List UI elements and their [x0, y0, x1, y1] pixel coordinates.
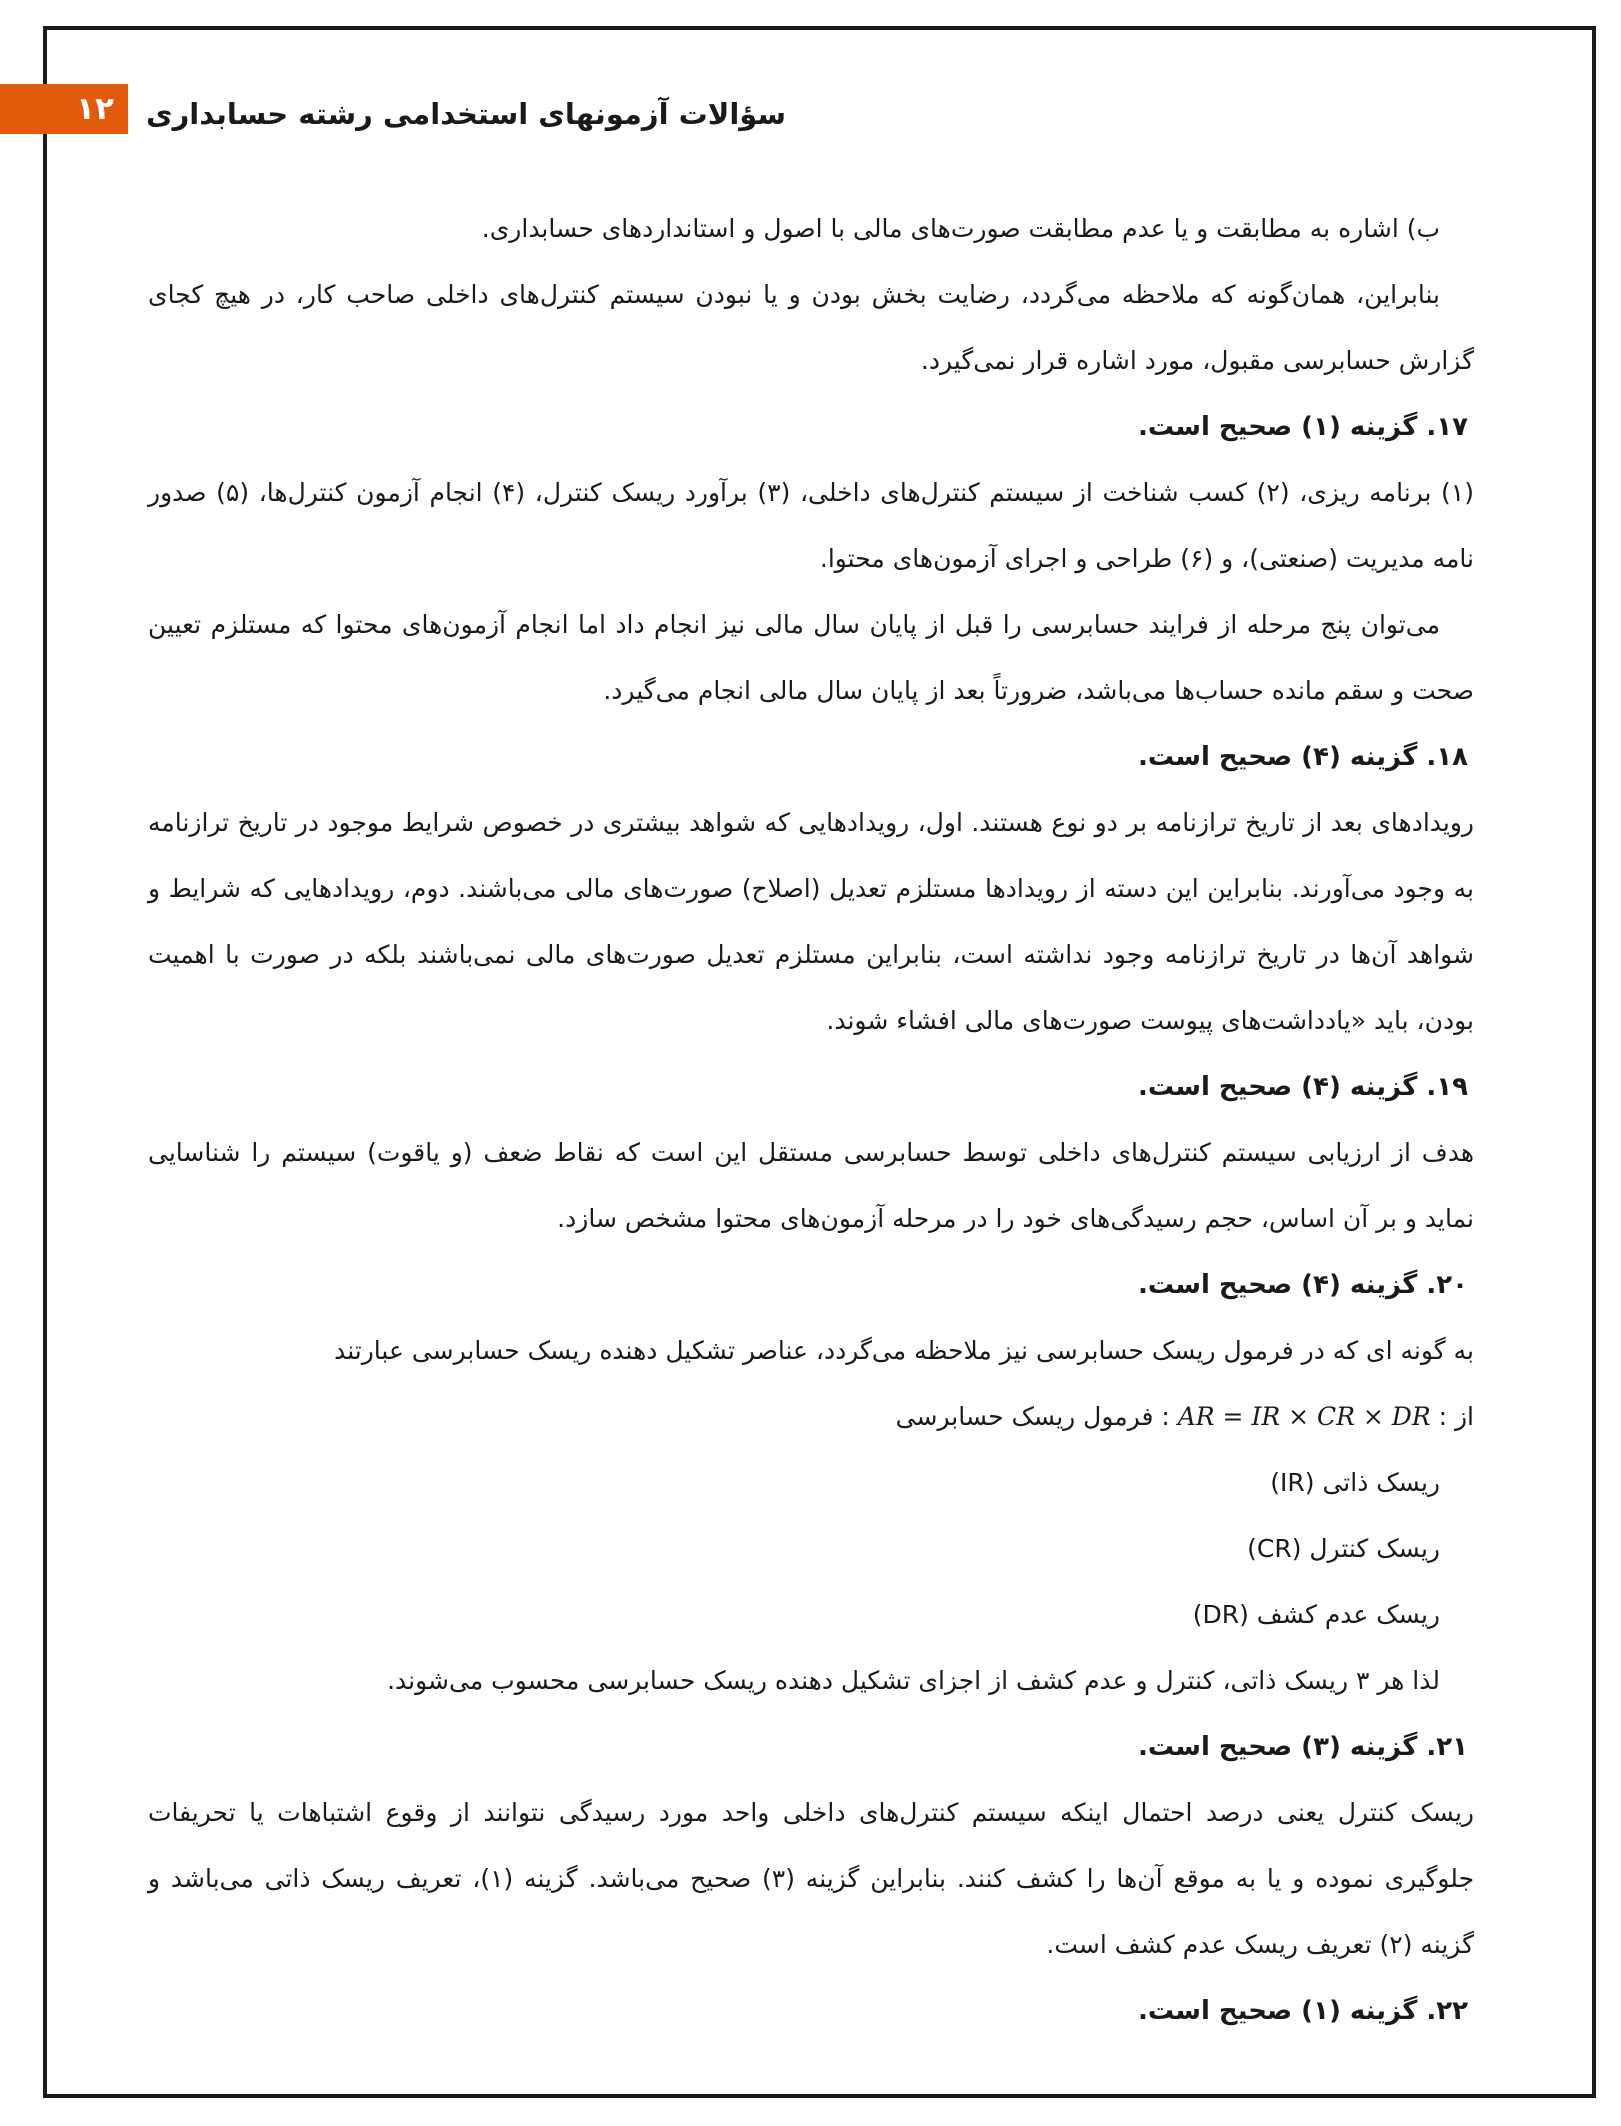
formula-suffix: : فرمول ریسک حسابرسی [895, 1402, 1170, 1431]
formula-prefix: از : [1438, 1402, 1474, 1431]
page-number: ۱۲ [76, 91, 114, 127]
page-body [148, 196, 1474, 2044]
paragraph: (۱) برنامه ریزی، (۲) کسب شناخت از سیستم کنترل‌های داخلی، (۳) برآورد ریسک کنترل، (۴) انجام آزمون کنترل‌ها، (۵) صدور نامه مدیریت (صنعتی)، و (۶) طراحی و اجرای آزمون‌های محتوا. [148, 478, 1474, 573]
answer-heading-18: ۱۸. گزینه (۴) صحیح است. [1137, 742, 1468, 772]
answer-heading-21: ۲۱. گزینه (۳) صحیح است. [1137, 1732, 1468, 1762]
risk-item-control: ریسک کنترل (CR) [1247, 1534, 1440, 1563]
answer-heading-19: ۱۹. گزینه (۴) صحیح است. [1137, 1072, 1468, 1102]
running-header-title: سؤالات آزمونهای استخدامی رشته حسابداری [145, 97, 786, 131]
paragraph: لذا هر ۳ ریسک ذاتی، کنترل و عدم کشف از اجزای تشکیل دهنده ریسک حسابرسی محسوب می‌شوند. [387, 1666, 1440, 1695]
paragraph: رویدادهای بعد از تاریخ ترازنامه بر دو نوع هستند. اول، رویدادهایی که شواهد بیشتری در خصوص شرایط موجود در تاریخ ترازنامه به وجود می‌آورند. بنابراین این دسته از رویدادها مستلزم تعدیل (اصلاح) صورت‌های مالی می‌باشند. دوم، رویدادهایی که شرایط و شواهد آن‌ها در تاریخ ترازنامه وجود نداشته است، بنابراین مستلزم تعدیل صورت‌های مالی نمی‌باشند بلکه در صورت با اهمیت بودن، باید «یادداشت‌های پیوست صورت‌های مالی افشاء شوند. [148, 808, 1474, 1035]
page-number-badge [0, 84, 128, 134]
answer-heading-17: ۱۷. گزینه (۱) صحیح است. [1137, 412, 1468, 442]
answer-heading-22: ۲۲. گزینه (۱) صحیح است. [1137, 1996, 1468, 2026]
risk-item-inherent: ریسک ذاتی (IR) [1270, 1468, 1440, 1497]
risk-item-detection: ریسک عدم کشف (DR) [1192, 1600, 1440, 1629]
paragraph: هدف از ارزیابی سیستم کنترل‌های داخلی توسط حسابرسی مستقل این است که نقاط ضعف (و یاقوت) سیستم را شناسایی نماید و بر آن اساس، حجم رسیدگی‌های خود را در مرحله آزمون‌های محتوا مشخص سازد. [148, 1138, 1474, 1233]
paragraph: می‌توان پنج مرحله از فرایند حسابرسی را قبل از پایان سال مالی نیز انجام داد اما انجام آزمون‌های محتوا که مستلزم تعیین صحت و سقم مانده حساب‌ها می‌باشد، ضرورتاً بعد از پایان سال مالی انجام می‌گیرد. [148, 610, 1474, 705]
formula-line [148, 1384, 1474, 1450]
paragraph: ب) اشاره به مطابقت و یا عدم مطابقت صورت‌های مالی با اصول و استانداردهای حسابداری. [481, 214, 1440, 243]
answer-heading-20: ۲۰. گزینه (۴) صحیح است. [1137, 1270, 1468, 1300]
paragraph: ریسک کنترل یعنی درصد احتمال اینکه سیستم کنترل‌های داخلی واحد مورد رسیدگی نتوانند از وقوع اشتباهات یا تحریفات جلوگیری نموده و یا به موقع آن‌ها را کشف کنند. بنابراین گزینه (۳) صحیح می‌باشد. گزینه (۱)، تعریف ریسک ذاتی می‌باشد و گزینه (۲) تعریف ریسک عدم کشف است. [148, 1798, 1475, 1959]
audit-risk-formula: AR = IR × CR × DR [1177, 1402, 1431, 1431]
paragraph: به گونه ای که در فرمول ریسک حسابرسی نیز ملاحظه می‌گردد، عناصر تشکیل دهنده ریسک حسابرسی عبارتند [334, 1336, 1474, 1365]
paragraph: بنابراین، همان‌گونه که ملاحظه می‌گردد، رضایت بخش بودن و یا نبودن سیستم کنترل‌های داخلی صاحب کار، در هیچ کجای گزارش حسابرسی مقبول، مورد اشاره قرار نمی‌گیرد. [148, 280, 1474, 375]
